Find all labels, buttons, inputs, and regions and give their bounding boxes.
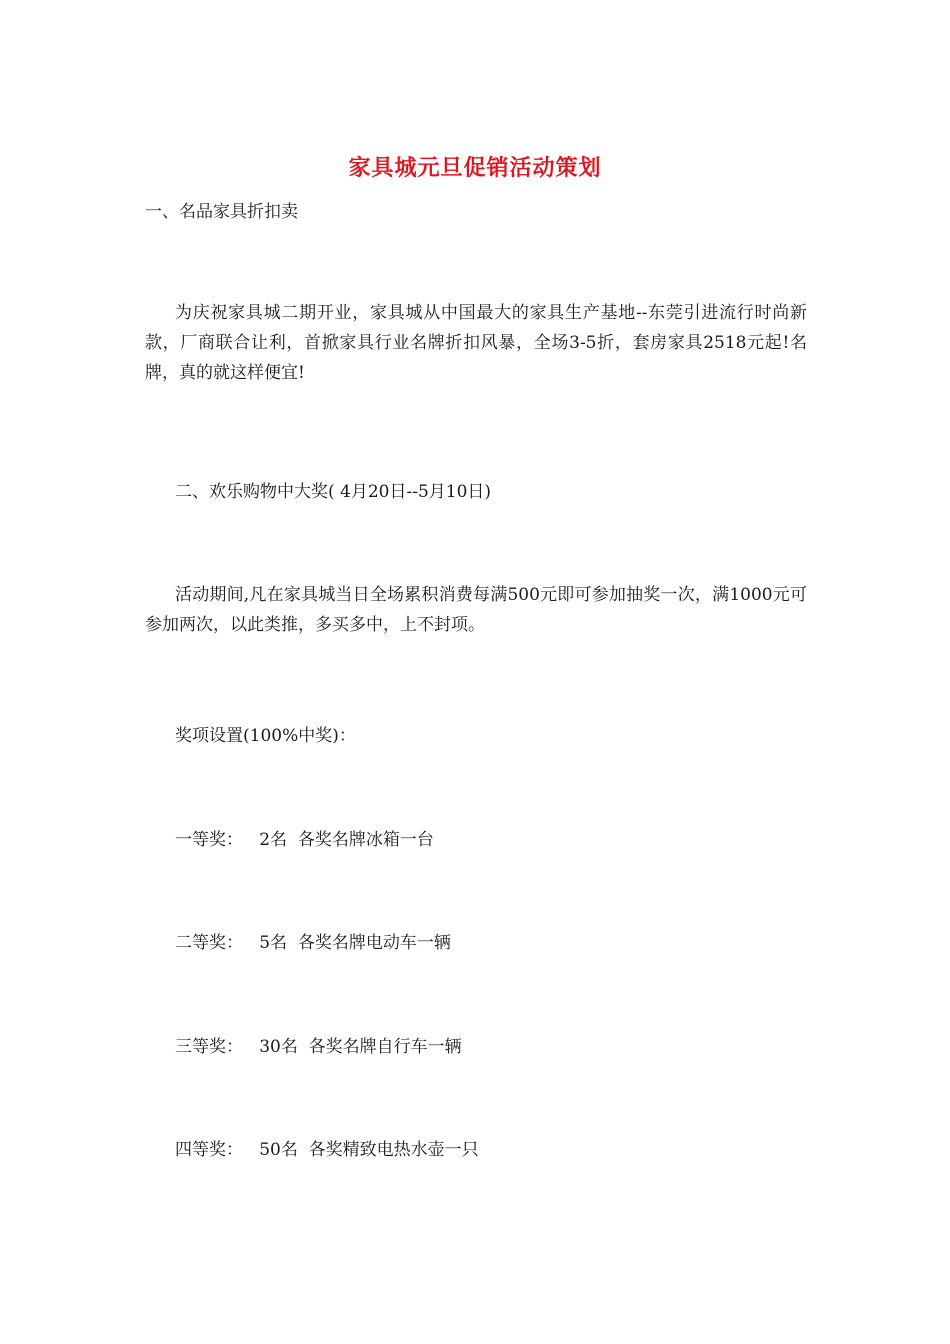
prize-row	[175, 929, 451, 957]
prize-row	[175, 1136, 479, 1164]
section-1-heading: 一、名品家具折扣卖	[145, 202, 298, 222]
section-2-paragraph: 活动期间,凡在家具城当日全场累积消费每满500元即可参加抽奖一次，满1000元可参加两次，以此类推，多买多中，上不封项。	[145, 585, 807, 635]
prize-count: 30名	[259, 1037, 298, 1057]
prize-count: 5名	[259, 933, 288, 953]
prize-item: 各奖精致电热水壶一只	[308, 1140, 479, 1160]
prize-item: 各奖名牌自行车一辆	[308, 1037, 462, 1057]
prize-row	[175, 826, 434, 854]
prize-item: 各奖名牌电动车一辆	[297, 933, 451, 953]
prize-rank: 三等奖：	[175, 1037, 243, 1057]
document-title: 家具城元旦促销活动策划	[348, 155, 602, 181]
prize-rank: 二等奖：	[175, 933, 243, 953]
prize-setting-label: 奖项设置(100%中奖)：	[175, 726, 356, 746]
prize-rank: 四等奖：	[175, 1140, 243, 1160]
prize-row	[175, 1033, 462, 1061]
section-2-heading: 二、欢乐购物中大奖( 4月20日--5月10日)	[175, 482, 492, 502]
prize-rank: 一等奖：	[175, 830, 243, 850]
section-1-paragraph: 为庆祝家具城二期开业，家具城从中国最大的家具生产基地--东莞引进流行时尚新款，厂商联合让利，首掀家具行业名牌折扣风暴，全场3-5折，套房家具2518元起!名牌，真的就这样便宜!	[145, 303, 807, 383]
prize-item: 各奖名牌冰箱一台	[297, 830, 434, 850]
prize-count: 50名	[259, 1140, 298, 1160]
prize-count: 2名	[259, 830, 288, 850]
